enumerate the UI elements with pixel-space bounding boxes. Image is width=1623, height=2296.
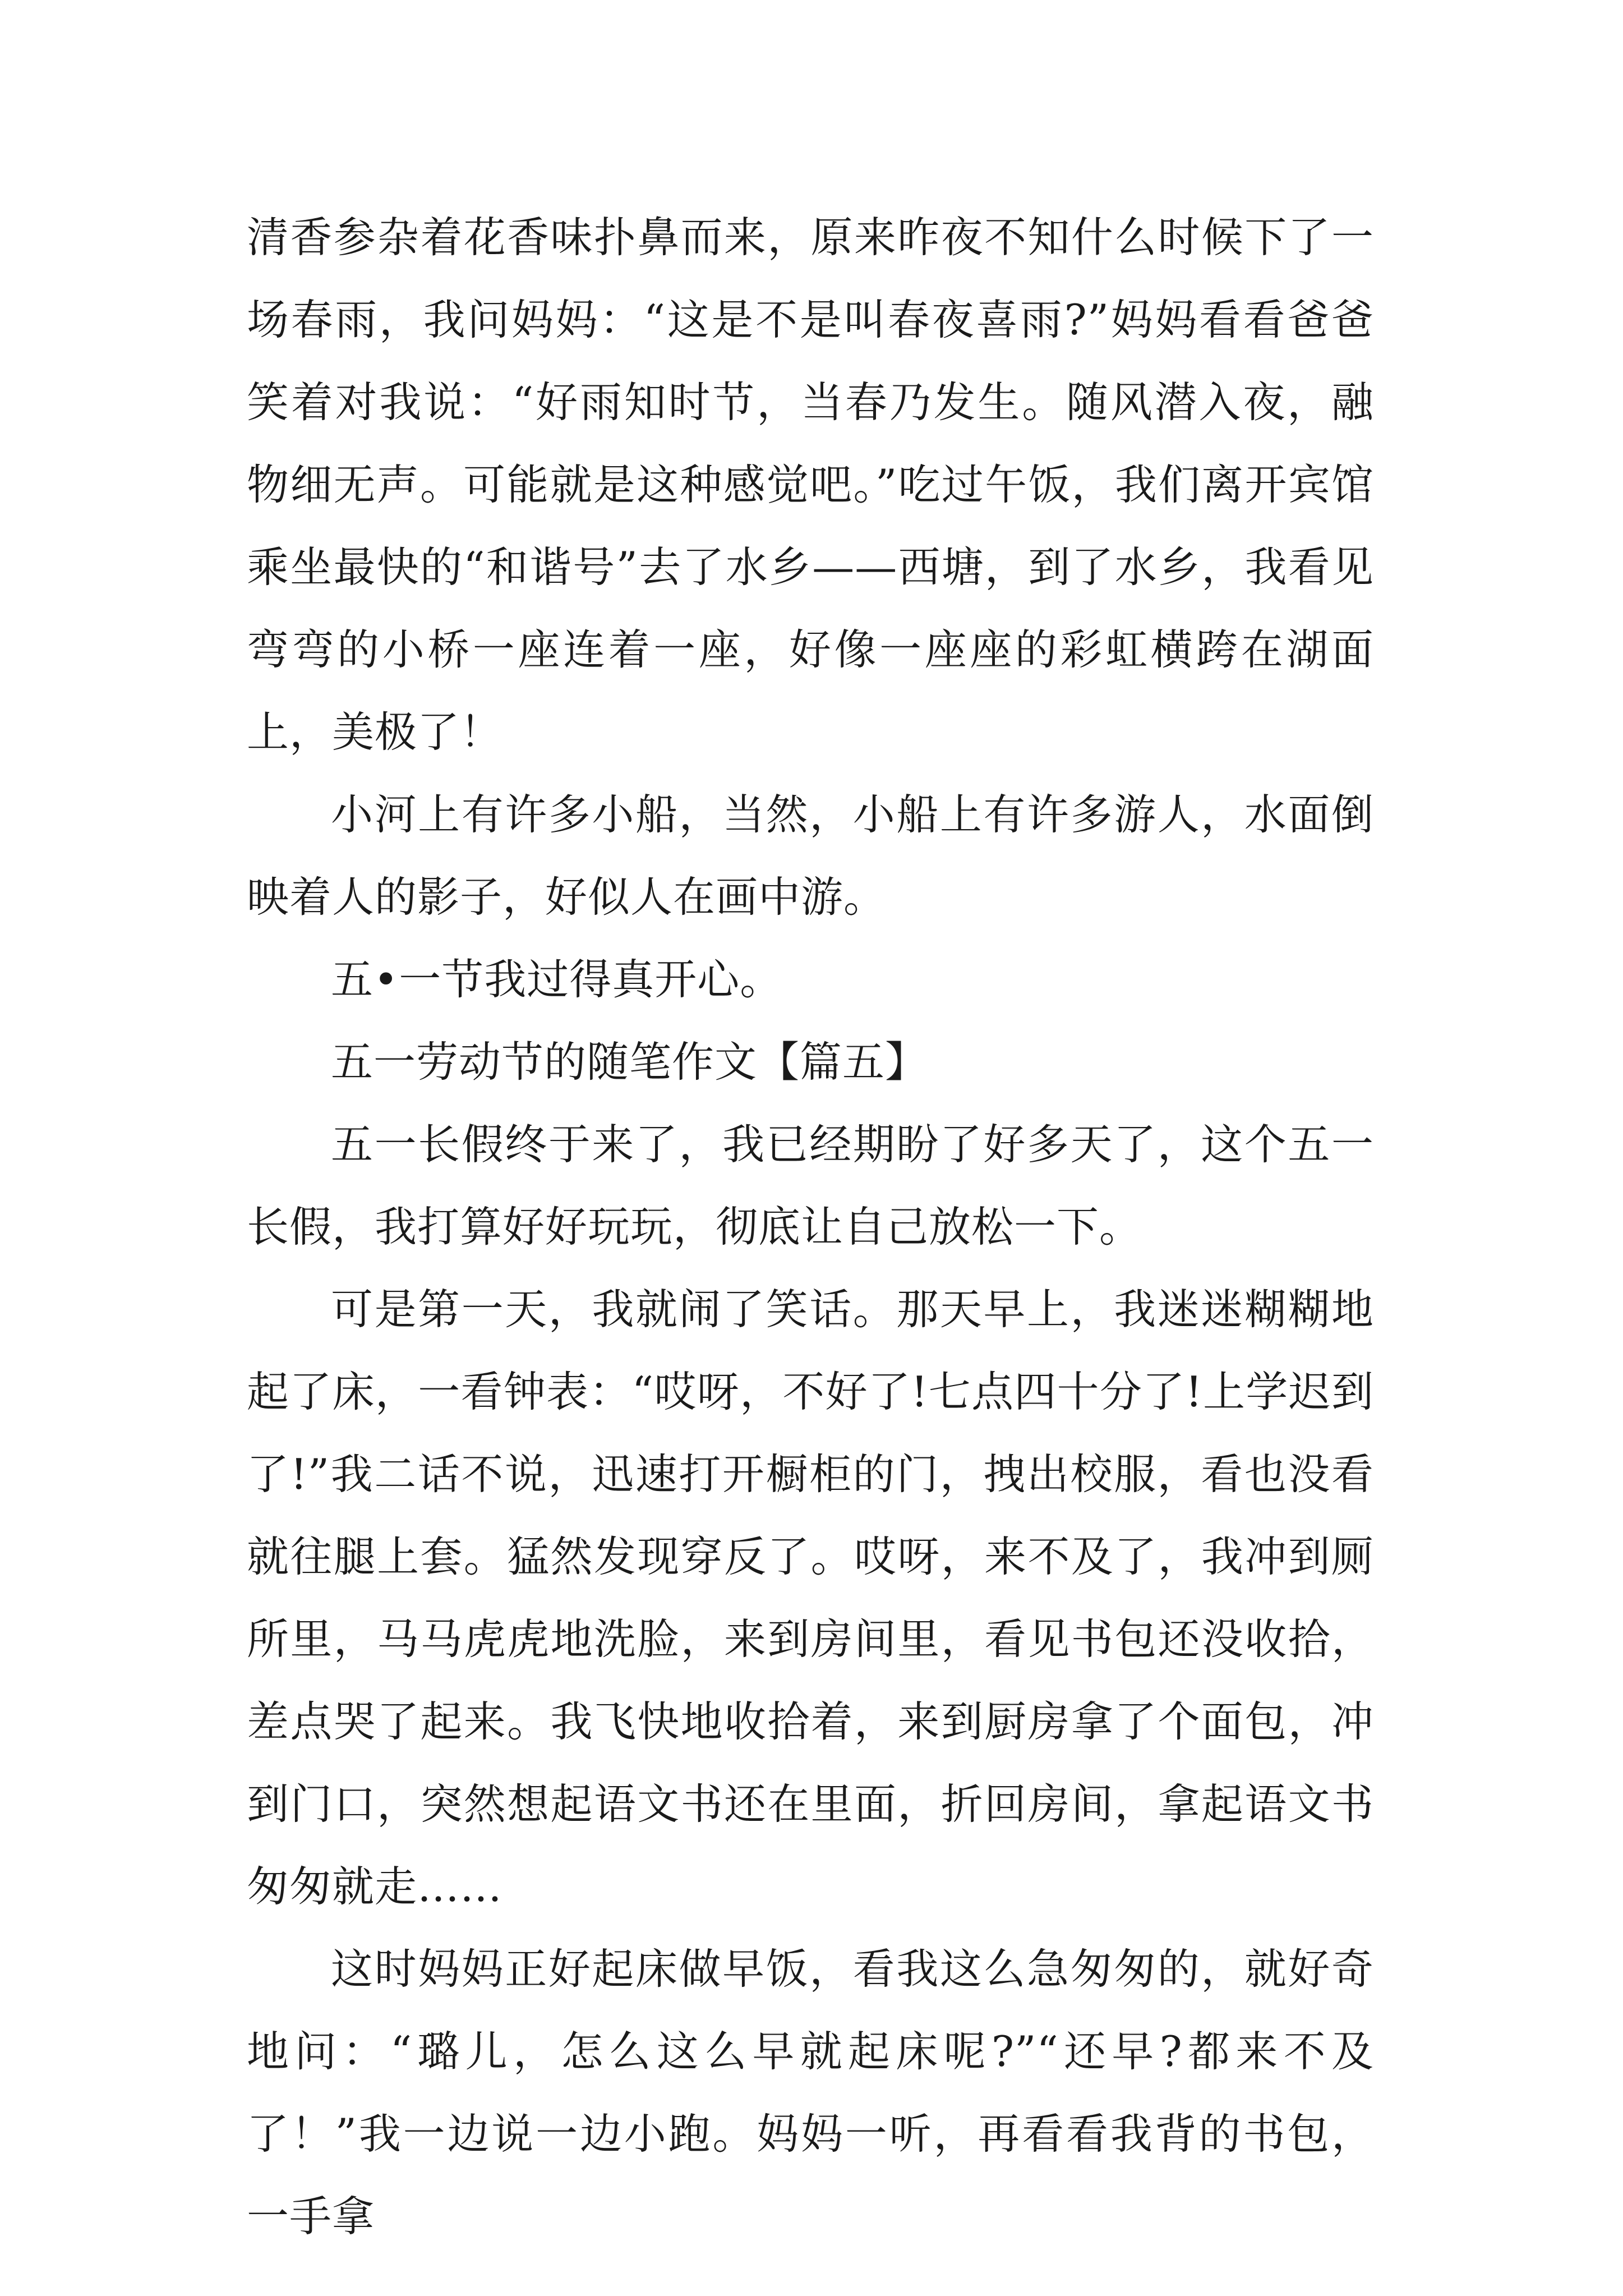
paragraph-first-day: 可是第一天，我就闹了笑话。那天早上，我迷迷糊糊地起了床，一看钟表：“哎呀，不好了!七点四十分了!上学迟到了!”我二话不说，迅速打开橱柜的门，拽出校服，看也没看就往腿上套。猛然发现穿反了。哎呀，来不及了，我冲到厕所里，马马虎虎地洗脸，来到房间里，看见书包还没收拾，差点哭了起来。我飞快地收拾着，来到厨房拿了个面包，冲到门口，突然想起语文书还在里面，折回房间，拿起语文书匆匆就走…… (247, 1285, 1374, 1911)
paragraph-happy-holiday: 五•一节我过得真开心。 (331, 955, 783, 1004)
paragraph-long-holiday: 五一长假终于来了，我已经期盼了好多天了，这个五一长假，我打算好好玩玩，彻底让自己放松一下。 (247, 1120, 1374, 1251)
essay-body (247, 196, 1374, 2258)
paragraph-river-boats: 小河上有许多小船，当然，小船上有许多游人，水面倒映着人的影子，好似人在画中游。 (247, 790, 1374, 922)
essay-heading-part-five: 五一劳动节的随笔作文【篇五】 (331, 1037, 928, 1087)
paragraph-continuation: 清香参杂着花香味扑鼻而来，原来昨夜不知什么时候下了一场春雨，我问妈妈：“这是不是叫春夜喜雨?”妈妈看看爸爸笑着对我说：“好雨知时节，当春乃发生。随风潜入夜，融物细无声。可能就是这种感觉吧。”吃过午饭，我们离开宾馆乘坐最快的“和谐号”去了水乡——西塘，到了水乡，我看见弯弯的小桥一座连着一座，好像一座座的彩虹横跨在湖面上，美极了！ (247, 213, 1374, 757)
paragraph-mother-asks: 这时妈妈正好起床做早饭，看我这么急匆匆的，就好奇地问：“璐儿，怎么这么早就起床呢?”“还早?都来不及了！”我一边说一边小跑。妈妈一听，再看看我背的书包，一手拿 (247, 1944, 1374, 2241)
